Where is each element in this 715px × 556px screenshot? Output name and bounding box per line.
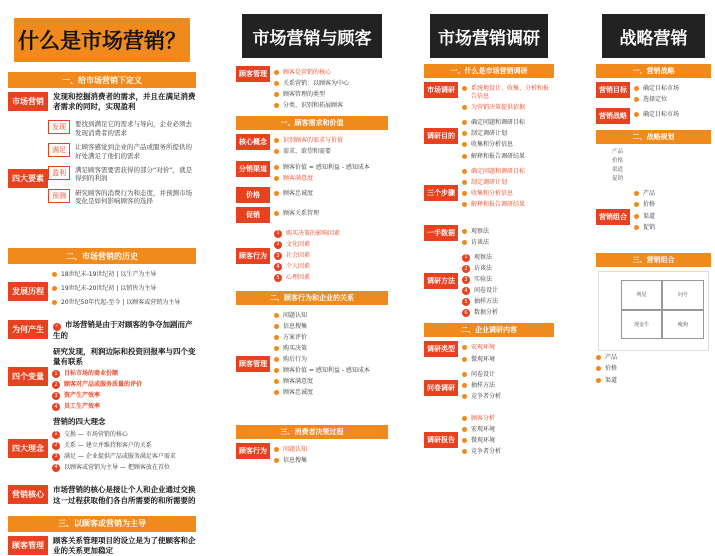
content-row	[596, 187, 711, 247]
title-text: 市场营销与顾客	[252, 28, 372, 49]
title-text: 战略营销	[619, 28, 688, 49]
variable-item: 4 员工生产效率	[52, 403, 192, 411]
content-tag: 营销战略	[596, 108, 630, 124]
section-bar: 一、顾客需求和价值	[236, 116, 388, 130]
customer-tag: 顾客管理	[8, 536, 48, 555]
panel-title	[242, 14, 382, 58]
bullet-icon	[274, 92, 279, 97]
element-tag: 预测	[48, 189, 70, 203]
content-line: 顾客满意度	[274, 378, 384, 386]
history-item: 18世纪末-19世纪初 | 以生产为主导	[52, 271, 192, 279]
element-text: 要找到满足它的需求与导向，企业必须去发现消费者的需求	[75, 120, 192, 137]
bullet-icon	[52, 286, 57, 291]
content-line: 抽样方法	[462, 382, 550, 390]
bullet-icon	[462, 105, 467, 110]
bullet-icon	[634, 112, 639, 117]
content-row	[424, 341, 554, 363]
history-item: 19世纪末-20世纪初 | 以销售为主导	[52, 285, 192, 293]
variable-item: 1 目标市场的商业份额	[52, 370, 192, 378]
element-item	[48, 120, 196, 137]
element-tag: 盈利	[48, 166, 70, 180]
customer-row	[8, 536, 196, 556]
bullet-icon	[596, 366, 601, 371]
bullet-icon	[634, 86, 639, 91]
content-tag: 一手数据	[424, 225, 458, 241]
matrix-cell: 明星	[621, 280, 662, 310]
content-line: 需求、欲望和需要	[274, 148, 384, 156]
planning-tree	[612, 148, 707, 183]
bullet-icon	[596, 378, 601, 383]
content-tag: 三个步骤	[424, 185, 458, 201]
section-bar: 三、以顾客或营销为主导	[8, 516, 196, 532]
content-line: 信息搜集	[274, 323, 384, 331]
check-icon: ✓	[54, 323, 60, 330]
content-row	[596, 82, 711, 104]
bullet-icon	[274, 447, 279, 452]
bullet-icon	[274, 165, 279, 170]
content-row	[424, 116, 554, 160]
bullet-icon	[462, 142, 467, 147]
number-icon: 4	[52, 464, 60, 472]
content-line: 分类、识别和拓展顾客	[274, 102, 384, 110]
bullet-icon	[274, 70, 279, 75]
section-bar: 二、企业调研内容	[424, 323, 554, 337]
content-line: 6 数据分析	[462, 309, 550, 317]
bullet-icon	[462, 180, 467, 185]
history-row	[8, 268, 196, 314]
content-line: 顾客价值 = 感知利益 - 感知成本	[274, 367, 384, 375]
content-row	[424, 82, 554, 112]
core-text: 市场营销的核心是接让个人和企业通过交换这一过程获取他们各自所需要的和所需要的	[53, 485, 196, 505]
content-tag: 顾客管理	[236, 356, 270, 372]
bullet-icon	[462, 131, 467, 136]
content-line: 渠道	[596, 377, 711, 385]
content-row	[236, 187, 388, 203]
section-bar: 一、什么是市场营销调研	[424, 64, 554, 78]
content-line: 顾客忠诚度	[274, 389, 384, 397]
bullet-icon	[274, 357, 279, 362]
content-row	[236, 443, 388, 465]
content-line: 选择定位	[634, 96, 707, 104]
content-line: 渠道	[634, 213, 707, 221]
matrix-cell: 问号	[662, 280, 703, 310]
content-tag: 核心概念	[236, 134, 270, 150]
content-row	[596, 108, 711, 124]
bullet-icon	[274, 211, 279, 216]
panel-title	[602, 14, 705, 58]
number-icon: 1	[462, 254, 470, 262]
number-icon: 5	[274, 274, 282, 282]
bullet-icon	[274, 379, 279, 384]
number-icon: 2	[52, 442, 60, 450]
title-text: 市场营销调研	[438, 28, 540, 49]
core-tag: 营销核心	[8, 485, 48, 504]
content-line: 问题认知	[274, 446, 384, 454]
bullet-icon	[634, 214, 639, 219]
content-row	[424, 165, 554, 221]
content-line: 1 观察法	[462, 254, 550, 262]
bullet-icon	[274, 138, 279, 143]
bullet-icon	[462, 416, 467, 421]
content-line: 5 心理因素	[274, 274, 384, 282]
ideas-row	[8, 417, 196, 479]
tree-node: 渠道	[612, 166, 624, 173]
why-row	[8, 320, 196, 341]
content-row	[236, 161, 388, 183]
panel-marketing-customer	[232, 0, 392, 536]
section-bar: 三、营销组合	[596, 253, 711, 267]
bullet-icon	[462, 202, 467, 207]
content-row	[424, 225, 554, 247]
content-tag: 价格	[236, 187, 270, 203]
matrix-cell: 瘦狗	[662, 310, 703, 340]
content-line: 观察法	[462, 228, 550, 236]
panel-title	[14, 18, 190, 62]
content-line: 顾客管理的类型	[274, 91, 384, 99]
bullet-icon	[274, 103, 279, 108]
bullet-icon	[634, 97, 639, 102]
bullet-icon	[274, 324, 279, 329]
number-icon: 4	[462, 287, 470, 295]
variables-tag: 四个变量	[8, 367, 48, 386]
bullet-icon	[462, 345, 467, 350]
content-line: 解释和报告调研结果	[462, 153, 550, 161]
number-icon: 1	[274, 230, 282, 238]
bullet-icon	[52, 300, 57, 305]
content-line: 2 访谈法	[462, 265, 550, 273]
content-line: 产品	[634, 190, 707, 198]
number-icon: 2	[52, 381, 60, 389]
ideas-tag: 四大理念	[8, 439, 48, 458]
matrix-diagram	[598, 271, 709, 351]
content-line: 方案评价	[274, 334, 384, 342]
panel-title	[430, 14, 548, 58]
variable-item: 3 资产生产效率	[52, 392, 192, 400]
content-line: 购后行为	[274, 356, 384, 364]
content-line: 信息搜集	[274, 457, 384, 465]
content-tag: 调研方法	[424, 273, 458, 289]
content-tag: 顾客行为	[236, 443, 270, 459]
bullet-icon	[52, 272, 57, 277]
bullet-icon	[274, 335, 279, 340]
number-icon: 3	[274, 252, 282, 260]
number-icon: 1	[52, 370, 60, 378]
element-text: 让顾客感觉到企业的产品或服务所提供的好处满足了他们的需求	[75, 143, 192, 160]
content-line: 3 社会因素	[274, 252, 384, 260]
content-tag: 调研类型	[424, 341, 458, 357]
bullet-icon	[274, 191, 279, 196]
panel-strategic-marketing	[592, 0, 715, 536]
variables-heading: 研究发现，利润边际和投资回报率与四个变量有联系	[53, 346, 196, 366]
section-bar: 三、消费者决策过程	[236, 425, 388, 439]
bullet-icon	[462, 449, 467, 454]
number-icon: 5	[462, 298, 470, 306]
content-line: 确定目标市场	[634, 111, 707, 119]
bullet-icon	[274, 149, 279, 154]
element-item	[48, 189, 196, 206]
content-row	[236, 227, 388, 285]
content-line: 微观环境	[462, 356, 550, 364]
content-tag: 问卷调研	[424, 380, 458, 396]
section-bar: 一、营销战略	[596, 64, 711, 78]
number-icon: 4	[52, 403, 60, 411]
history-item: 20世纪50年代起-至今 | 以顾客或营销为主导	[52, 299, 192, 307]
bullet-icon	[634, 202, 639, 207]
content-line: 宏观环境	[462, 344, 550, 352]
content-line: 促销	[634, 224, 707, 232]
content-line: 顾客关系管理	[274, 210, 384, 218]
number-icon: 2	[462, 265, 470, 273]
content-line: 竞争者分析	[462, 393, 550, 401]
section-bar: 二、市场营销的历史	[8, 248, 196, 264]
number-icon: 1	[52, 431, 60, 439]
content-line: 问题认知	[274, 312, 384, 320]
content-line: 解释和报告调研结果	[462, 201, 550, 209]
panel-what-is-marketing	[4, 0, 200, 555]
customer-text: 顾客关系管理项目的设立是为了使顾客和企业的关系更加稳定	[53, 535, 196, 555]
content-line: 为营销决策提供依据	[462, 104, 550, 112]
elements-row	[8, 118, 196, 238]
content-line: 2 文化因素	[274, 241, 384, 249]
content-tag: 促销	[236, 207, 270, 223]
content-line: 识别顾客的需求与价值	[274, 137, 384, 145]
content-line: 问卷设计	[462, 371, 550, 379]
content-line: 确定目标市场	[634, 85, 707, 93]
matrix-cell: 现金牛	[621, 310, 662, 340]
title-text: 什么是市场营销？	[18, 29, 186, 53]
definition-row	[8, 92, 196, 112]
definition-tag: 市场营销	[8, 92, 48, 111]
content-line: 价格	[634, 201, 707, 209]
bullet-icon	[462, 357, 467, 362]
why-tag: 为何产生	[8, 320, 48, 339]
content-line: 顾客价值 = 感知利益 - 感知成本	[274, 164, 384, 172]
element-text: 研究顾客的消费行为和态度，并预测市场变化是如何影响顾客的选择	[75, 188, 192, 206]
elements-tag: 四大要素	[8, 169, 48, 188]
panel-marketing-research	[420, 0, 558, 536]
content-tag: 顾客行为	[236, 248, 270, 264]
section-bar: 二、顾客行为和企业的关系	[236, 291, 388, 305]
bullet-icon	[462, 191, 467, 196]
content-tag: 顾客管理	[236, 66, 270, 82]
bullet-icon	[462, 120, 467, 125]
content-tag: 调研报告	[424, 432, 458, 448]
content-line: 3 实验法	[462, 276, 550, 284]
bullet-icon	[274, 390, 279, 395]
idea-item: 1 交换 — 市场营销的核心	[52, 431, 192, 439]
content-line: 4 问卷设计	[462, 287, 550, 295]
section-bar: 一、给市场营销下定义	[8, 72, 196, 88]
content-line: 制定调研计划	[462, 130, 550, 138]
content-line: 访谈法	[462, 239, 550, 247]
bullet-icon	[462, 229, 467, 234]
why-text: ✓ 市场营销是由于对顾客的争夺加剧而产生的	[53, 320, 193, 340]
content-line: 购买决策	[274, 345, 384, 353]
variables-row	[8, 347, 196, 412]
content-row	[236, 309, 388, 419]
content-row	[236, 66, 388, 110]
tree-node: 价格	[612, 157, 624, 164]
content-line: 5 抽样方法	[462, 298, 550, 306]
content-row	[236, 207, 388, 223]
bullet-icon	[462, 86, 467, 91]
number-icon: 2	[274, 241, 282, 249]
bullet-icon	[274, 458, 279, 463]
content-line: 顾客是营销的核心	[274, 69, 384, 77]
bullet-icon	[274, 346, 279, 351]
history-tag: 发展历程	[8, 282, 48, 301]
bullet-icon	[462, 383, 467, 388]
number-icon: 4	[274, 263, 282, 271]
content-tag: 分销渠道	[236, 161, 270, 177]
content-row	[424, 368, 554, 408]
content-line: 顾客分析	[462, 415, 550, 423]
bullet-icon	[462, 372, 467, 377]
content-line: 制定调研计划	[462, 179, 550, 187]
bullet-icon	[462, 169, 467, 174]
element-tag: 满足	[48, 143, 70, 157]
content-line: 关系营销：以顾客为中心	[274, 80, 384, 88]
content-tag: 调研目的	[424, 128, 458, 144]
content-line: 宏观环境	[462, 426, 550, 434]
bullet-icon	[462, 427, 467, 432]
ideas-heading: 营销的四大理念	[53, 417, 106, 427]
core-row	[8, 485, 196, 505]
content-tag: 市场调研	[424, 82, 458, 98]
content-line: 竞争者分析	[462, 448, 550, 456]
bullet-icon	[596, 355, 601, 360]
section-bar: 二、战略规划	[596, 130, 711, 144]
bullet-icon	[274, 368, 279, 373]
content-row	[424, 412, 554, 468]
idea-item: 3 满足 — 企业提供产品或服务满足客户需求	[52, 453, 192, 461]
bullet-icon	[462, 240, 467, 245]
content-line: 顾客满意度	[274, 175, 384, 183]
bullet-icon	[462, 438, 467, 443]
content-row	[424, 251, 554, 318]
element-tag: 发现	[48, 120, 70, 134]
idea-item: 2 关系 — 建立并维持和客户的关系	[52, 442, 192, 450]
tree-node: 产品	[612, 149, 624, 156]
content-tag: 营销目标	[596, 82, 630, 98]
content-line: 产品	[596, 354, 711, 362]
variable-item: 2 顾客对产品或服务质量的评价	[52, 381, 192, 389]
content-line: 收集和分析信息	[462, 141, 550, 149]
number-icon: 3	[52, 453, 60, 461]
idea-item: 4 以顾客或营销为主导 — 把顾客放在首位	[52, 464, 192, 472]
element-item	[48, 143, 196, 160]
definition-text: 发现和挖掘消费者的需求，并且在满足消费者需求的同时，实现盈利	[53, 92, 196, 112]
content-tag: 营销组合	[596, 209, 630, 225]
bullet-icon	[274, 176, 279, 181]
element-text: 满足顾客需要需获得的部分“对价”，就是得到的利润	[75, 166, 193, 183]
content-line: 微观环境	[462, 437, 550, 445]
content-line: 1 购买决策的影响因素	[274, 230, 384, 238]
content-line: 确定问题和调研目标	[462, 119, 550, 127]
content-line: 顾客忠诚度	[274, 190, 384, 198]
number-icon: 3	[462, 276, 470, 284]
bullet-icon	[462, 154, 467, 159]
content-line: 系统地设计、收集、分析和报告信息	[462, 85, 550, 101]
bullet-icon	[634, 225, 639, 230]
content-row	[236, 134, 388, 156]
number-icon: 3	[52, 392, 60, 400]
content-line: 收集和分析信息	[462, 190, 550, 198]
content-line: 确定问题和调研目标	[462, 168, 550, 176]
content-line: 价格	[596, 365, 711, 373]
bullet-icon	[274, 313, 279, 318]
content-line: 4 个人因素	[274, 263, 384, 271]
tree-node: 促销	[612, 175, 624, 182]
bullet-icon	[462, 394, 467, 399]
number-icon: 6	[462, 309, 470, 317]
element-item	[48, 166, 196, 183]
bullet-icon	[634, 191, 639, 196]
bullet-icon	[274, 81, 279, 86]
